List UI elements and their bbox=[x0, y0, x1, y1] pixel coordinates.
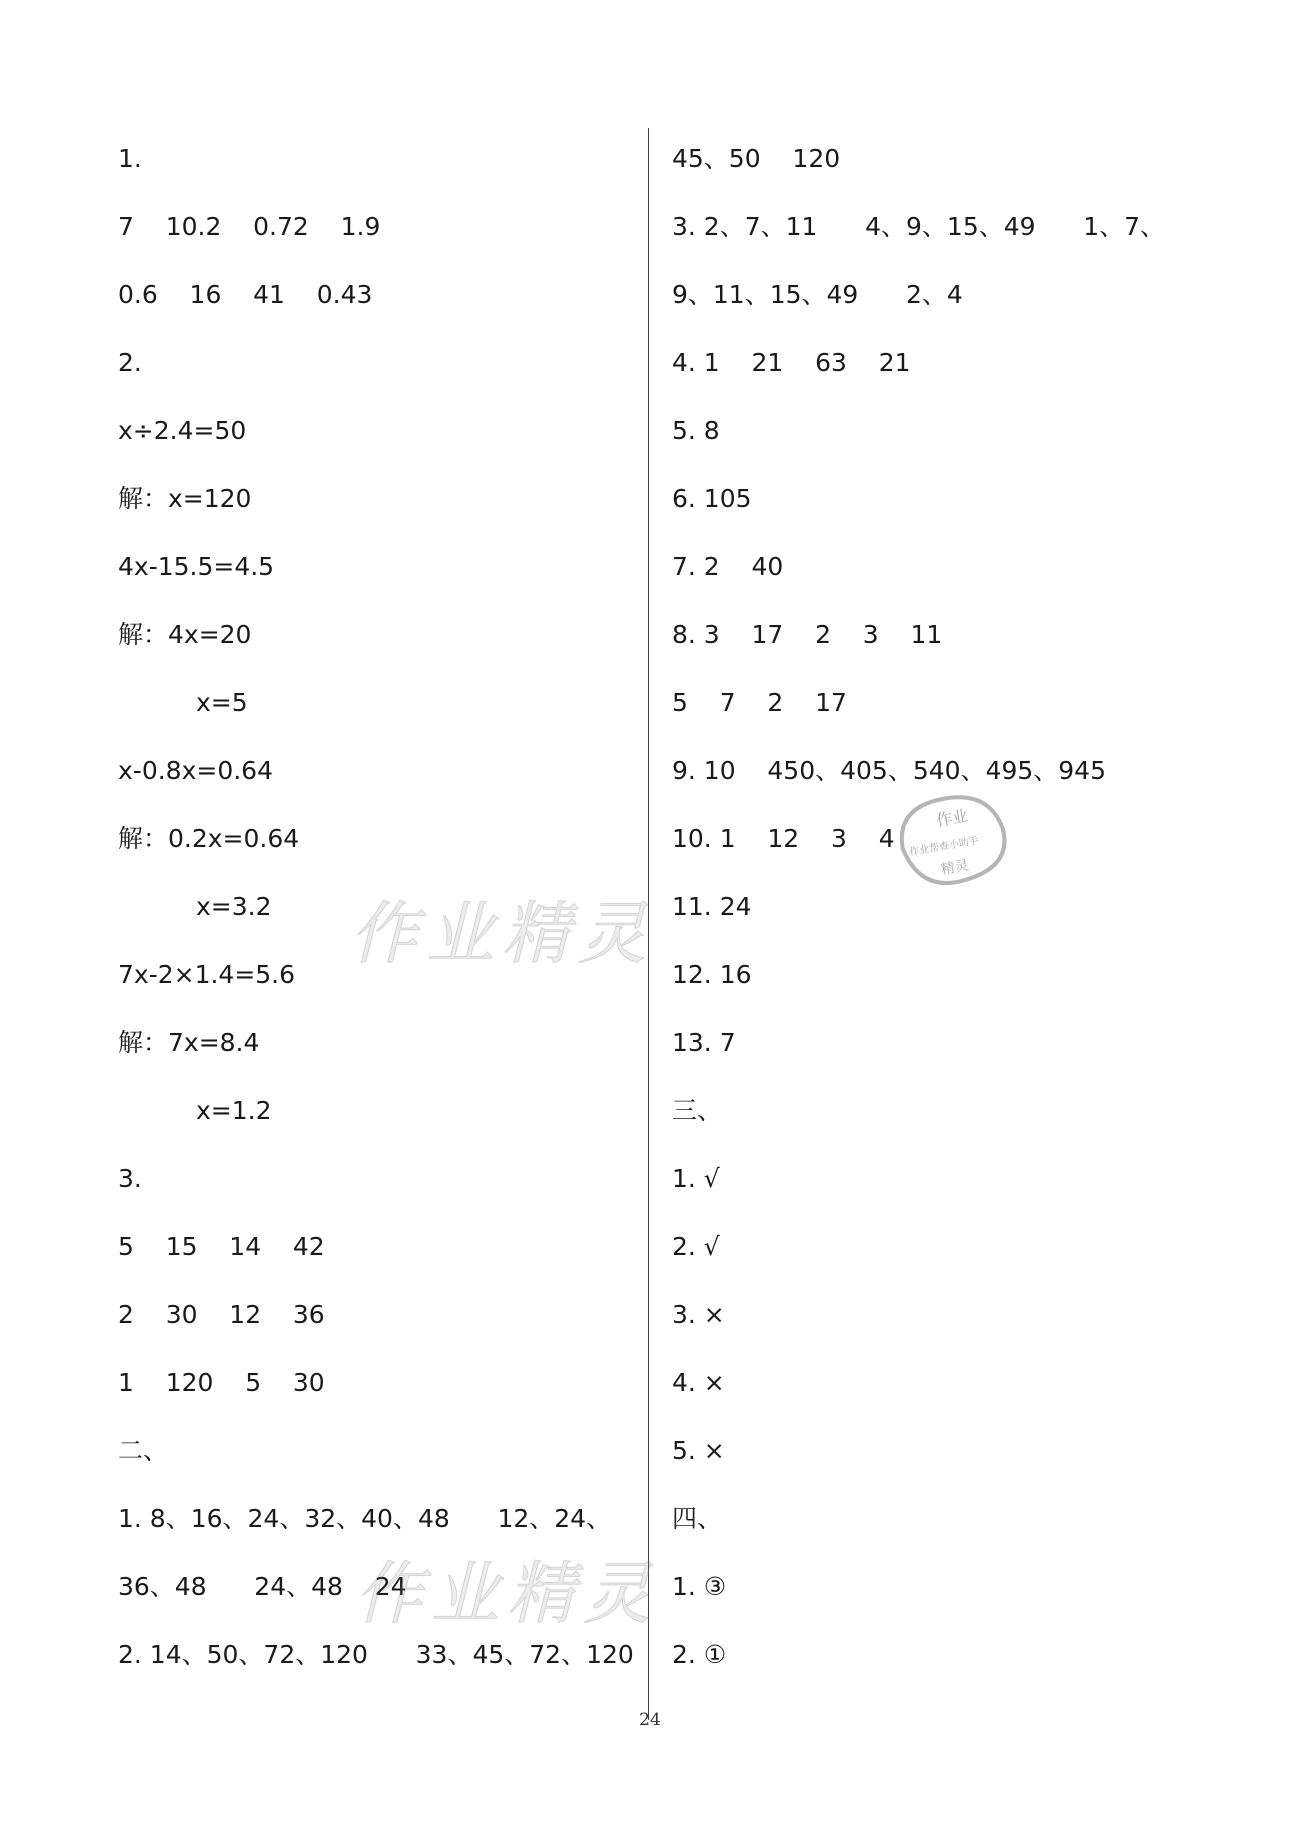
answer-line: 12. 16 bbox=[672, 960, 752, 989]
svg-text:作业帮查小助手: 作业帮查小助手 bbox=[908, 835, 980, 859]
answer-line: 0.6 16 41 0.43 bbox=[118, 280, 373, 309]
answer-line: 解：x=120 bbox=[118, 484, 252, 513]
answer-line: 4. × bbox=[672, 1368, 725, 1397]
answer-line: 9、11、15、49 2、4 bbox=[672, 280, 963, 309]
answer-line: 10. 1 12 3 4 bbox=[672, 824, 895, 853]
answer-line: 解：7x=8.4 bbox=[118, 1028, 260, 1057]
answer-line: x=1.2 bbox=[196, 1096, 272, 1125]
page-number: 24 bbox=[639, 1710, 661, 1730]
answer-line: 45、50 120 bbox=[672, 144, 841, 173]
watermark-lower: 作业精灵 bbox=[355, 1555, 660, 1634]
answer-line: 解：4x=20 bbox=[118, 620, 252, 649]
answer-line: 二、 bbox=[118, 1436, 169, 1465]
answer-line: 4. 1 21 63 21 bbox=[672, 348, 911, 377]
answer-line: 9. 10 450、405、540、495、945 bbox=[672, 756, 1106, 785]
svg-text:作业: 作业 bbox=[934, 805, 970, 831]
right-column bbox=[672, 142, 1232, 1706]
watermark-upper: 作业精灵 bbox=[350, 895, 655, 974]
answer-line: 6. 105 bbox=[672, 484, 752, 513]
answer-line: 13. 7 bbox=[672, 1028, 736, 1057]
answer-line: 3. 2、7、11 4、9、15、49 1、7、 bbox=[672, 212, 1166, 241]
answer-line: x=5 bbox=[196, 688, 248, 717]
stamp-logo-icon bbox=[884, 780, 1020, 899]
answer-line: 2. 14、50、72、120 33、45、72、120 bbox=[118, 1640, 634, 1669]
answer-line: 8. 3 17 2 3 11 bbox=[672, 620, 943, 649]
answer-line: 1. bbox=[118, 144, 142, 173]
answer-line: 2. √ bbox=[672, 1232, 720, 1261]
answer-line: 3. bbox=[118, 1164, 142, 1193]
answer-line: 11. 24 bbox=[672, 892, 752, 921]
answer-line: 1. √ bbox=[672, 1164, 720, 1193]
answer-line: 2. ① bbox=[672, 1640, 727, 1669]
answer-line: 1. ③ bbox=[672, 1572, 727, 1601]
answer-line: 2. bbox=[118, 348, 142, 377]
answer-line: 1. 8、16、24、32、40、48 12、24、 bbox=[118, 1504, 612, 1533]
answer-line: 5 7 2 17 bbox=[672, 688, 847, 717]
answer-line: 5 15 14 42 bbox=[118, 1232, 325, 1261]
answer-line: x=3.2 bbox=[196, 892, 272, 921]
answer-line: 1 120 5 30 bbox=[118, 1368, 325, 1397]
answer-line: 7 10.2 0.72 1.9 bbox=[118, 212, 381, 241]
answer-line: 2 30 12 36 bbox=[118, 1300, 325, 1329]
answer-line: 三、 bbox=[672, 1096, 723, 1125]
svg-text:精灵: 精灵 bbox=[939, 857, 971, 879]
answer-line: x÷2.4=50 bbox=[118, 416, 247, 445]
answer-line: 3. × bbox=[672, 1300, 725, 1329]
answer-line: x-0.8x=0.64 bbox=[118, 756, 273, 785]
answer-line: 4x-15.5=4.5 bbox=[118, 552, 275, 581]
answer-line: 5. 8 bbox=[672, 416, 720, 445]
answer-line: 5. × bbox=[672, 1436, 725, 1465]
answer-line: 四、 bbox=[672, 1504, 723, 1533]
answer-line: 7. 2 40 bbox=[672, 552, 784, 581]
answer-line: 解：0.2x=0.64 bbox=[118, 824, 300, 853]
answer-line: 7x-2×1.4=5.6 bbox=[118, 960, 296, 989]
answer-line: 36、48 24、48 24 bbox=[118, 1572, 407, 1601]
